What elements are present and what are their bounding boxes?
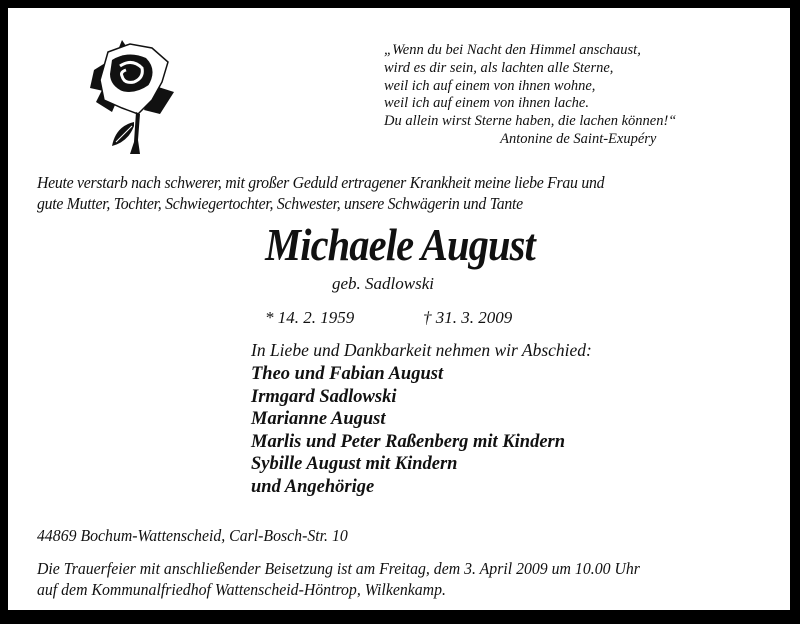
mourner-item: Theo und Fabian August [251,364,444,384]
quote-line: Du allein wirst Sterne haben, die lachen können!“ [384,113,677,130]
quote-line: weil ich auf einem von ihnen wohne, [384,77,596,94]
intro-line: Heute verstarb nach schwerer, mit großer Geduld ertragener Krankheit meine liebe Frau und [37,173,605,192]
funeral-line: Die Trauerfeier mit anschließender Beisetzung ist am Freitag, dem 3. April 2009 um 10.00 Uhr [37,559,640,578]
birth-name: geb. Sadlowski [332,274,434,293]
mourner-item: Marlis und Peter Raßenberg mit Kindern [251,431,566,452]
address: 44869 Bochum-Wattenscheid, Carl-Bosch-Str. 10 [37,526,348,545]
intro-line: gute Mutter, Tochter, Schwiegertochter, Schwester, unsere Schwägerin und Tante [37,194,523,213]
intro-text [37,172,604,214]
birth-date: * 14. 2. 1959 [265,308,355,327]
deceased-name: Michaele August [265,219,535,270]
funeral-line: auf dem Kommunalfriedhof Wattenscheid-Höntrop, Wilkenkamp. [37,580,446,599]
quote-block [384,42,676,149]
mourners-list [251,363,565,499]
mourner-item: Marianne August [251,409,386,430]
quote-line: „Wenn du bei Nacht den Himmel anschaust, [384,42,641,58]
mourner-item: und Angehörige [251,476,375,497]
mourner-item: Sybille August mit Kindern [251,454,458,475]
death-date: † 31. 3. 2009 [423,308,513,327]
farewell-text: In Liebe und Dankbarkeit nehmen wir Abschied: [251,340,592,360]
quote-line: weil ich auf einem von ihnen lache. [384,95,589,112]
rose-icon [82,30,192,162]
funeral-info [37,558,640,600]
mourner-item: Irmgard Sadlowski [251,386,397,407]
quote-line: wird es dir sein, als lachten alle Sterne, [384,59,614,76]
quote-author: Antonine de Saint-Exupéry [500,130,657,147]
